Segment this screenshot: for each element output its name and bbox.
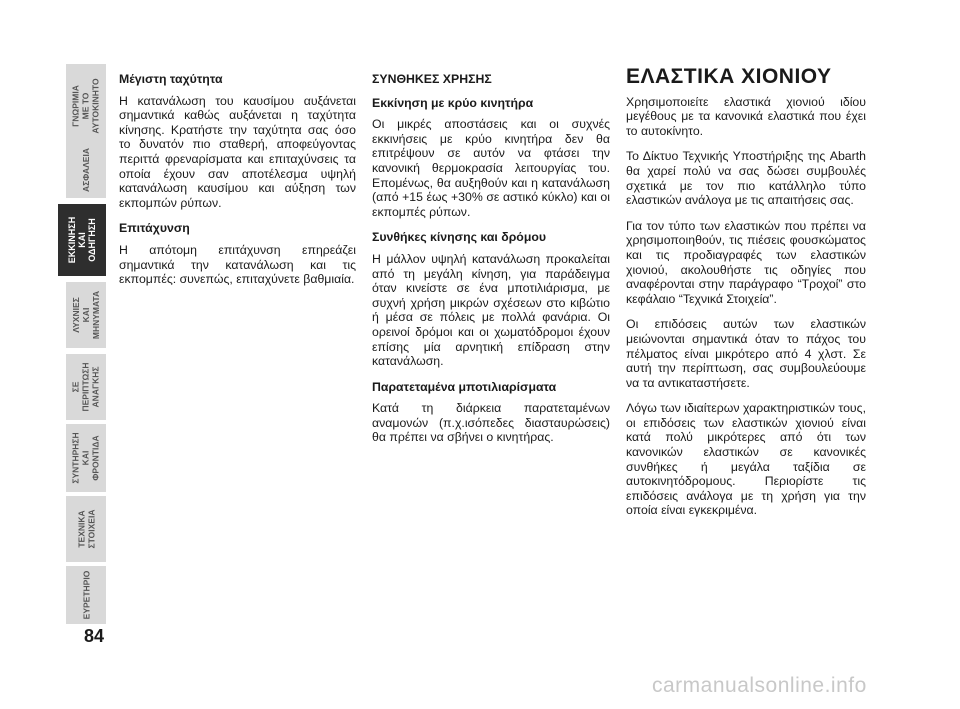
paragraph-snow-1: Χρησιμοποιείτε ελαστικά χιονιού ιδίου μεγέθους με τα κανονικά ελαστικά που έχει το αυτοκίνητο.	[626, 94, 866, 138]
paragraph-max-speed: Η κατανάλωση του καυσίμου αυξάνεται σημαντικά καθώς αυξάνεται η ταχύτητα κίνησης. Κρατήστε την ταχύτητα σας όσο το δυνατόν πιο σταθερή, αποφεύγοντας περιττά φρεναρίσματα και επιταχύνσεις τα οποία έχουν σαν αποτέλεσμα υψηλή κατανάλωση καυσίμου και αύξηση των εκπομπών ρύπων.	[119, 93, 356, 210]
paragraph-snow-5: Λόγω των ιδιαίτερων χαρακτηριστικών τους, οι επιδόσεις των ελαστικών χιονιού είναι κατά πολύ μικρότερες από ότι των κανονικών ελαστικών σε κανονικές συνθήκες ή μεγάλα ταξίδια σε αυτοκινητόδρομους. Περιορίστε τις επιδόσεις ανάλογα με τη χρήση για την οποία είναι εγκεκριμένα.	[626, 401, 866, 518]
paragraph-acceleration: Η απότομη επιτάχυνση επηρεάζει σημαντικά την κατανάλωση και τις εκπομπές: συνεπώς, επιταχύνετε βαθμιαία.	[119, 242, 356, 287]
paragraph-snow-2: Το Δίκτυο Τεχνικής Υποστήριξης της Abarth θα χαρεί πολύ να σας δώσει συμβουλές σχετικά με τον πιο κατάλληλο τύπο ελαστικών ανάλογα με τις απαιτήσεις σας.	[626, 149, 866, 208]
tab-safety[interactable]	[66, 142, 106, 198]
heading-cold-start: Εκκίνηση με κρύο κινητήρα	[372, 95, 534, 110]
tab-label: ΤΕΧΝΙΚΑ ΣΤΟΙΧΕΙΑ	[75, 509, 96, 549]
heading-traffic-jams: Παρατεταμένα μποτιλιαρίσματα	[372, 379, 557, 394]
tab-getting-to-know[interactable]	[66, 64, 106, 148]
tab-label: ΑΣΦΑΛΕΙΑ	[81, 148, 91, 192]
watermark-url: carmanualsonline.info	[652, 674, 867, 697]
tab-emergency[interactable]	[66, 354, 106, 420]
page-number: 84	[84, 626, 105, 646]
paragraph-traffic-road: Η μάλλον υψηλή κατανάλωση προκαλείται από τη μεγάλη κίνηση, για παράδειγμα όταν κινείστε σε ένα μποτιλιάρισμα, με συχνή χρήση μικρών σχέσεων στο κιβώτιο ή μέσα σε πόλεις με πολλά φανάρια. Οι ορεινοί δρόμοι και οι χωματόδρομοι έχουν επίσης μία αρνητική επίδραση στην κατανάλωση.	[372, 251, 610, 369]
heading-acceleration: Επιτάχυνση	[119, 221, 190, 236]
tab-warning-lights[interactable]	[66, 282, 106, 348]
tab-index[interactable]	[66, 566, 106, 624]
tab-label: ΕΚΚΙΝΗΣΗ ΚΑΙ ΟΔΗΓΗΣΗ	[67, 216, 97, 264]
heading-usage-conditions: ΣΥΝΘΗΚΕΣ ΧΡΗΣΗΣ	[372, 72, 492, 86]
heading-max-speed: Μέγιστη ταχύτητα	[119, 72, 223, 86]
tab-label: ΕΥΡΕΤΗΡΙΟ	[81, 570, 91, 620]
paragraph-snow-4: Οι επιδόσεις αυτών των ελαστικών μειώνονται σημαντικά όταν το πάχος του πέλματος είναι μικρότερο από 4 χλστ. Σε αυτή την περίπτωση, σας συμβουλεύουμε να τα αντικαταστήσετε.	[626, 317, 866, 390]
column-middle	[372, 72, 610, 456]
tab-starting-driving[interactable]	[58, 204, 106, 276]
section-title-snow-tyres: ΕΛΑΣΤΙΚΑ ΧΙΟΝΙΟΥ	[626, 65, 832, 88]
tab-label: ΣΕ ΠΕΡΙΠΤΩΣΗ ΑΝΑΓΚΗΣ	[71, 362, 102, 412]
column-right	[626, 65, 866, 529]
tab-label: ΣΥΝΤΗΡΗΣΗ ΚΑΙ ΦΡΟΝΤΙΔΑ	[71, 432, 102, 484]
paragraph-cold-start: Οι μικρές αποστάσεις και οι συχνές εκκινήσεις με κρύο κινητήρα δεν θα επιτρέψουν σε αυτόν να φτάσει την κανονική θερμοκρασία λειτουργίας του. Επομένως, θα αυξηθούν και η κατανάλωση (από +15 έως +30% σε αστικό κύκλο) και οι εκπομπές ρύπων.	[372, 117, 610, 219]
heading-traffic-road: Συνθήκες κίνησης και δρόμου	[372, 230, 547, 245]
paragraph-traffic-jams: Κατά τη διάρκεια παρατεταμένων αναμονών (π.χ.ισόπεδες διασταυρώσεις) θα πρέπει να σβήνει ο κινητήρας.	[372, 401, 610, 445]
tab-maintenance[interactable]	[66, 424, 106, 492]
tab-label: ΓΝΩΡΙΜΙΑ ΜΕ ΤΟ ΑΥΤΟΚΙΝΗΤΟ	[71, 78, 101, 134]
tab-technical-data[interactable]	[66, 496, 106, 562]
paragraph-snow-3: Για τον τύπο των ελαστικών που πρέπει να χρησιμοποιηθούν, τις πιέσεις φουσκώματος και τις προδιαγραφές των ελαστικών χιονιού, ακολουθήστε τις οδηγίες που αναφέρονται στην παράγραφο “Τροχοί” στο κεφάλαιο “Τεχνικά Στοιχεία”.	[626, 218, 866, 306]
column-left	[119, 72, 356, 298]
tab-label: ΛΥΧΝΙΕΣ ΚΑΙ ΜΗΝΥΜΑΤΑ	[71, 290, 101, 340]
